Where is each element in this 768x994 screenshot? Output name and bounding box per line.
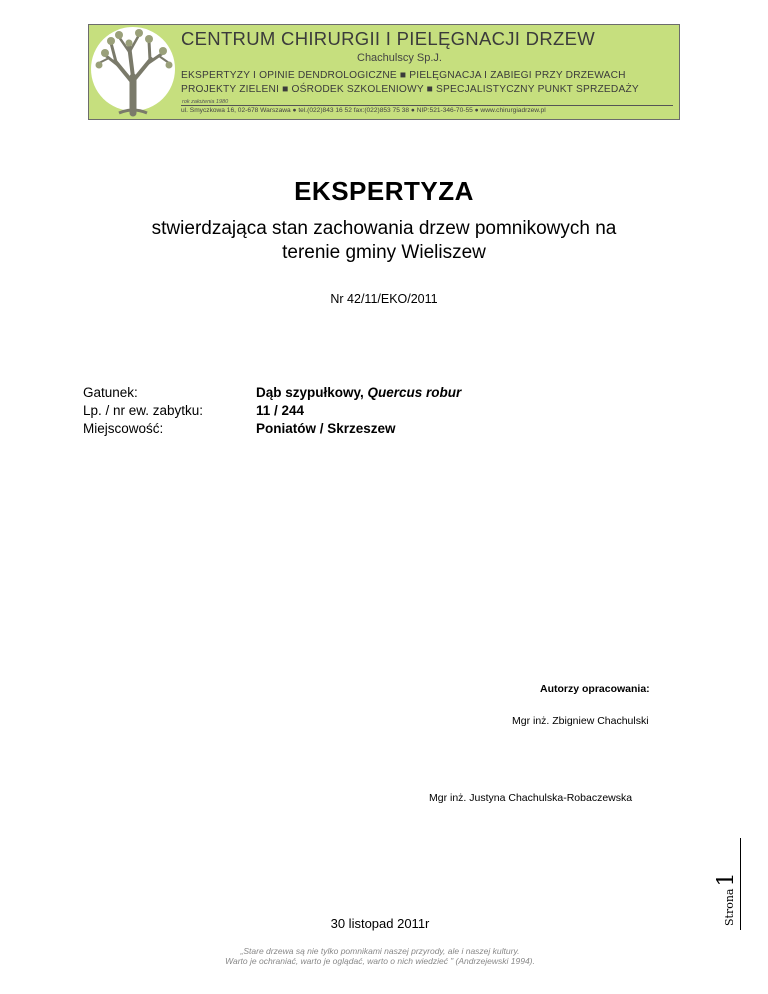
- footer-quote-line-2: Warto je ochraniać, warto je oglądać, warto o nich wiedzieć ” (Andrzejewski 1994).: [225, 956, 535, 966]
- info-row-species: [83, 384, 461, 402]
- letterhead-founded: rok założenia 1980: [182, 99, 229, 105]
- page-marker-divider: [740, 838, 741, 930]
- authors-heading: Autorzy opracowania:: [540, 683, 650, 695]
- location-value: Poniatów / Skrzeszew: [256, 421, 396, 436]
- author-1: Mgr inż. Zbigniew Chachulski: [512, 715, 649, 727]
- letterhead-address: ul. Smyczkowa 16, 02-678 Warszawa ● tel.(022)843 16 52 fax:(022)853 75 38 ● NIP:521-346-70-55 ● www.chirurgiadrzew.pl: [181, 107, 546, 114]
- species-label: Gatunek:: [83, 385, 138, 400]
- document-subtitle: [84, 217, 684, 265]
- letterhead-services-line-2: PROJEKTY ZIELENI ■ OŚRODEK SZKOLENIOWY ■ SPECJALISTYCZNY PUNKT SPRZEDAŻY: [181, 84, 639, 95]
- document-subtitle-line-2: terenie gminy Wieliszew: [282, 242, 486, 263]
- info-row-location: [83, 420, 461, 438]
- letterhead-company: Chachulscy Sp.J.: [357, 52, 442, 64]
- letterhead-services-line-1: EKSPERTYZY I OPINIE DENDROLOGICZNE ■ PIELĘGNACJA I ZABIEGI PRZY DRZEWACH: [181, 70, 626, 81]
- document-subtitle-line-1: stwierdzająca stan zachowania drzew pomnikowych na: [151, 218, 617, 239]
- page-number: 1: [714, 872, 739, 887]
- species-common-name: Dąb szypułkowy,: [256, 385, 368, 400]
- page-marker: [714, 846, 740, 926]
- info-table: [83, 384, 461, 438]
- author-2: Mgr inż. Justyna Chachulska-Robaczewska: [429, 792, 633, 804]
- info-row-registry: [83, 402, 461, 420]
- page-marker-word: Strona: [723, 888, 736, 926]
- location-label: Miejscowość:: [83, 421, 164, 436]
- letterhead-title: CENTRUM CHIRURGII I PIELĘGNACJI DRZEW: [181, 28, 596, 49]
- tree-logo-icon: [89, 25, 177, 119]
- document-title: EKSPERTYZA: [294, 176, 474, 206]
- footer-quote-line-1: „Stare drzewa są nie tylko pomnikami naszej przyrody, ale i naszej kultury.: [240, 946, 520, 956]
- letterhead: [88, 24, 680, 120]
- registry-value: 11 / 244: [256, 403, 305, 418]
- letterhead-divider: [181, 105, 673, 106]
- footer-quote: [0, 946, 760, 966]
- species-latin-name: Quercus robur: [367, 385, 462, 400]
- species-value: [256, 384, 461, 402]
- document-number: Nr 42/11/EKO/2011: [330, 292, 438, 306]
- footer-date: 30 listopad 2011r: [330, 916, 430, 931]
- registry-label: Lp. / nr ew. zabytku:: [83, 403, 204, 418]
